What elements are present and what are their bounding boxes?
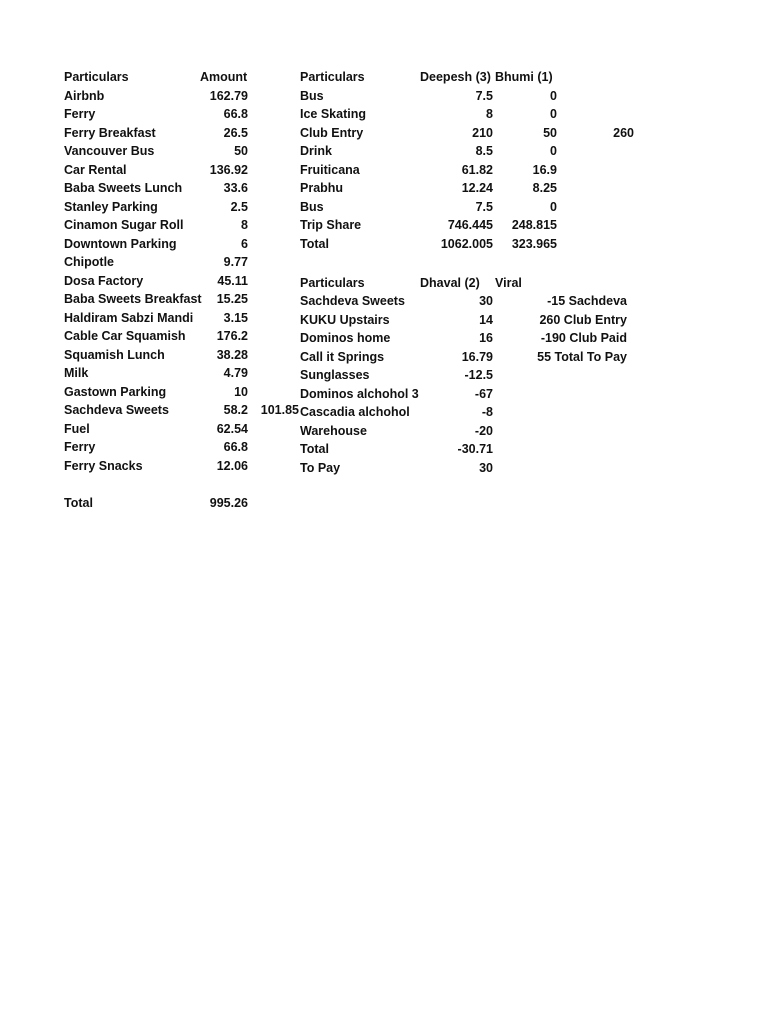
settlement-dhaval: -20 (474, 423, 493, 438)
expense-name: Squamish Lunch (64, 347, 165, 362)
expense-name: Gastown Parking (64, 384, 167, 399)
settlement-note: 260 Club Entry (539, 312, 627, 327)
expense-name: Ferry Snacks (64, 458, 143, 473)
share-name: Club Entry (300, 125, 364, 140)
expense-name: Fuel (64, 421, 90, 436)
share-deepesh: 12.24 (461, 181, 493, 195)
settlement-row (0, 348, 768, 367)
share-deepesh: 8 (486, 107, 493, 121)
share-bhumi: 0 (550, 107, 557, 121)
settlement-header-viral: Viral (495, 275, 522, 290)
share-name: Bus (300, 199, 324, 214)
share-total-deepesh: 1062.005 (440, 236, 493, 251)
settlement-row (0, 311, 768, 330)
settlement-row (0, 366, 768, 385)
settlement-header-particulars: Particulars (300, 275, 365, 290)
share-header-deepesh: Deepesh (3) (420, 70, 491, 84)
expense-total-amount: 995.26 (209, 495, 248, 510)
settlement-row (0, 292, 768, 311)
share-header-particulars: Particulars (300, 70, 365, 84)
settlement-header-row (0, 274, 768, 293)
expense-name: Baba Sweets Breakfast (64, 292, 202, 306)
expense-name: Baba Sweets Lunch (64, 181, 183, 195)
settlement-name: Total (300, 442, 329, 456)
settlement-name: Call it Springs (300, 349, 385, 364)
settlement-name: KUKU Upstairs (300, 312, 390, 327)
settlement-row (0, 403, 768, 422)
expense-amount: 136.92 (209, 162, 248, 177)
share-row (0, 179, 768, 198)
share-row (0, 216, 768, 235)
settlement-name: Sunglasses (300, 368, 370, 382)
expense-amount: 8 (241, 218, 248, 232)
expense-amount: 6 (241, 236, 248, 251)
expense-amount: 162.79 (209, 88, 248, 103)
expense-name: Sachdeva Sweets (64, 403, 169, 417)
share-deepesh: 746.445 (447, 218, 493, 232)
settlement-name: To Pay (300, 460, 341, 475)
settlement-dhaval: -30.71 (457, 442, 493, 456)
settlement-row (0, 440, 768, 459)
settlement-row (0, 422, 768, 441)
share-deepesh: 8.5 (475, 144, 493, 158)
expense-amount: 50 (234, 144, 248, 158)
share-table (0, 68, 768, 253)
settlement-row (0, 459, 768, 478)
settlement-dhaval: 30 (479, 460, 493, 475)
settlement-name: Sachdeva Sweets (300, 294, 405, 308)
settlement-note: 55 Total To Pay (537, 349, 627, 364)
share-extra: 260 (613, 125, 634, 140)
share-row (0, 87, 768, 106)
share-bhumi: 0 (550, 144, 557, 158)
expense-total-row (0, 494, 768, 513)
settlement-name: Dominos alchohol 3 (300, 386, 419, 401)
share-row (0, 142, 768, 161)
share-deepesh: 210 (472, 125, 493, 140)
expense-amount: 2.5 (230, 199, 248, 214)
expense-amount: 12.06 (216, 458, 248, 473)
share-row (0, 198, 768, 217)
expense-amount: 4.79 (223, 366, 248, 380)
share-total-label: Total (300, 236, 329, 251)
expense-total-label: Total (64, 495, 93, 510)
share-name: Bus (300, 88, 324, 103)
share-bhumi: 50 (543, 125, 557, 140)
expense-name: Vancouver Bus (64, 144, 155, 158)
settlement-dhaval: -8 (481, 405, 493, 419)
expense-name: Downtown Parking (64, 236, 177, 251)
settlement-header-dhaval: Dhaval (2) (420, 275, 480, 290)
expense-amount: 9.77 (223, 255, 248, 269)
expense-name: Car Rental (64, 162, 127, 177)
expense-name: Chipotle (64, 255, 114, 269)
share-row (0, 105, 768, 124)
settlement-name: Warehouse (300, 423, 367, 438)
expense-name: Ferry Breakfast (64, 125, 156, 140)
expense-amount: 58.2 (223, 403, 248, 417)
share-header-bhumi: Bhumi (1) (495, 70, 553, 84)
settlement-row (0, 329, 768, 348)
settlement-note: -15 Sachdeva (547, 294, 627, 308)
expense-extra: 101.85 (260, 403, 299, 417)
share-name: Fruiticana (300, 162, 360, 177)
expense-amount: 45.11 (217, 273, 248, 288)
expense-amount: 26.5 (223, 125, 248, 140)
expense-name: Cinamon Sugar Roll (64, 218, 184, 232)
share-name: Prabhu (300, 181, 344, 195)
expense-amount: 38.28 (216, 347, 248, 362)
expense-spacer-row (0, 475, 768, 494)
settlement-row (0, 385, 768, 404)
expense-name: Ferry (64, 107, 96, 121)
share-total-bhumi: 323.965 (511, 236, 557, 251)
share-row (0, 124, 768, 143)
header-amount: Amount (200, 70, 248, 84)
share-bhumi: 0 (550, 199, 557, 214)
share-total-row (0, 235, 768, 254)
expense-amount: 62.54 (216, 421, 248, 436)
expense-amount: 10 (234, 384, 248, 399)
expense-amount: 33.6 (223, 181, 248, 195)
settlement-name: Dominos home (300, 331, 391, 345)
share-bhumi: 248.815 (511, 218, 557, 232)
settlement-dhaval: 14 (479, 312, 493, 327)
settlement-name: Cascadia alchohol (300, 405, 410, 419)
expense-name: Airbnb (64, 88, 105, 103)
header-particulars: Particulars (64, 70, 129, 84)
expense-amount: 176.2 (216, 329, 248, 343)
share-deepesh: 61.82 (461, 162, 493, 177)
expense-amount: 66.8 (223, 440, 248, 454)
settlement-dhaval: 30 (479, 294, 493, 308)
share-header-row (0, 68, 768, 87)
settlement-table (0, 274, 768, 478)
expense-name: Stanley Parking (64, 199, 158, 214)
share-deepesh: 7.5 (475, 199, 493, 214)
settlement-dhaval: -67 (474, 386, 493, 401)
expense-amount: 3.15 (223, 310, 248, 325)
share-bhumi: 8.25 (532, 181, 557, 195)
expense-amount: 15.25 (216, 292, 248, 306)
expense-row (0, 253, 768, 272)
settlement-dhaval: -12.5 (464, 368, 493, 382)
expense-name: Dosa Factory (64, 273, 144, 288)
share-name: Drink (300, 144, 332, 158)
share-name: Ice Skating (300, 107, 366, 121)
expense-name: Haldiram Sabzi Mandi (64, 310, 194, 325)
expense-name: Cable Car Squamish (64, 329, 186, 343)
share-bhumi: 16.9 (532, 162, 557, 177)
share-name: Trip Share (300, 218, 362, 232)
expense-name: Ferry (64, 440, 96, 454)
share-bhumi: 0 (550, 88, 557, 103)
settlement-dhaval: 16 (479, 331, 493, 345)
settlement-note: -190 Club Paid (540, 331, 627, 345)
share-deepesh: 7.5 (475, 88, 493, 103)
share-row (0, 161, 768, 180)
expense-amount: 66.8 (223, 107, 248, 121)
settlement-dhaval: 16.79 (461, 349, 493, 364)
expense-name: Milk (64, 366, 89, 380)
